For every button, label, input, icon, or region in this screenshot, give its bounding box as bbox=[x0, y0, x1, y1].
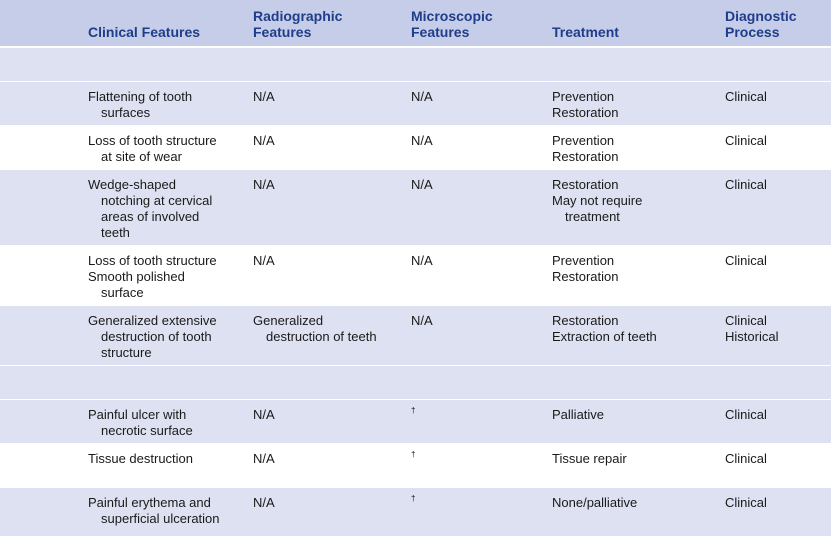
table-row bbox=[0, 246, 831, 306]
cell-line: Clinical bbox=[725, 495, 767, 510]
header-line: Treatment bbox=[552, 24, 619, 40]
cell-line: areas of involved bbox=[101, 209, 200, 224]
cell-line: destruction of teeth bbox=[266, 329, 377, 344]
dagger-mark: † bbox=[411, 450, 416, 459]
cell-clinical bbox=[88, 133, 217, 165]
cell-line: Clinical bbox=[725, 407, 767, 422]
cell-line: at site of wear bbox=[101, 149, 182, 164]
header-line: Process bbox=[725, 24, 780, 40]
table-header bbox=[0, 0, 831, 48]
cell-diagnostic bbox=[725, 451, 767, 467]
cell-radiographic bbox=[253, 495, 275, 511]
cell-line: surfaces bbox=[101, 105, 151, 120]
cell-line: Generalized extensive bbox=[88, 313, 217, 328]
header-line: Features bbox=[253, 24, 312, 40]
table-row bbox=[0, 306, 831, 366]
cell-diagnostic bbox=[725, 133, 767, 149]
cell-treatment bbox=[552, 133, 618, 165]
cell-line: Palliative bbox=[552, 407, 605, 422]
header-radiographic-features bbox=[253, 8, 342, 40]
cell-line: Clinical bbox=[725, 313, 767, 328]
cell-line: structure bbox=[101, 345, 152, 360]
header-treatment bbox=[552, 24, 619, 40]
cell-line: Clinical bbox=[725, 253, 767, 268]
table-row bbox=[0, 126, 831, 170]
header-line: Microscopic bbox=[411, 8, 493, 24]
cell-line: N/A bbox=[411, 313, 433, 328]
header-line: Features bbox=[411, 24, 470, 40]
dagger-mark: † bbox=[411, 494, 416, 503]
cell-line: N/A bbox=[411, 133, 433, 148]
cell-diagnostic bbox=[725, 495, 767, 511]
cell-treatment bbox=[552, 253, 618, 285]
cell-line: necrotic surface bbox=[101, 423, 193, 438]
cell-line: N/A bbox=[411, 177, 433, 192]
cell-diagnostic bbox=[725, 407, 767, 423]
cell-line: Wedge-shaped bbox=[88, 177, 176, 192]
table-row bbox=[0, 400, 831, 444]
cell-line: N/A bbox=[253, 451, 275, 466]
cell-line: N/A bbox=[253, 177, 275, 192]
cell-microscopic bbox=[411, 253, 433, 269]
cell-line: Clinical bbox=[725, 133, 767, 148]
cell-clinical bbox=[88, 253, 217, 301]
cell-line: Prevention bbox=[552, 133, 615, 148]
cell-line: Painful erythema and bbox=[88, 495, 211, 510]
cell-microscopic bbox=[411, 313, 433, 329]
cell-line: Restoration bbox=[552, 177, 619, 192]
header-line: Radiographic bbox=[253, 8, 343, 24]
cell-line: surface bbox=[101, 285, 144, 300]
cell-line: Flattening of tooth bbox=[88, 89, 193, 104]
section-band bbox=[0, 366, 831, 400]
cell-line: Smooth polished bbox=[88, 269, 185, 284]
cell-diagnostic bbox=[725, 89, 767, 105]
table-row bbox=[0, 82, 831, 126]
header-diagnostic-process bbox=[725, 8, 797, 40]
cell-line: N/A bbox=[411, 253, 433, 268]
cell-radiographic bbox=[253, 313, 377, 345]
cell-line: Restoration bbox=[552, 313, 619, 328]
table-row bbox=[0, 488, 831, 537]
cell-line: N/A bbox=[253, 89, 275, 104]
cell-line: Clinical bbox=[725, 451, 767, 466]
cell-line: Tissue repair bbox=[552, 451, 627, 466]
header-line: Clinical Features bbox=[88, 24, 201, 40]
cell-line: N/A bbox=[411, 89, 433, 104]
section-band bbox=[0, 48, 831, 82]
cell-clinical bbox=[88, 407, 193, 439]
table-row bbox=[0, 170, 831, 246]
cell-line: N/A bbox=[253, 407, 275, 422]
table-row bbox=[0, 444, 831, 488]
header-clinical-features bbox=[88, 24, 200, 40]
cell-line: N/A bbox=[253, 495, 275, 510]
cell-radiographic bbox=[253, 133, 275, 149]
cell-line: teeth bbox=[101, 225, 130, 240]
cell-line: Restoration bbox=[552, 105, 619, 120]
cell-line: Generalized bbox=[253, 313, 324, 328]
cell-clinical bbox=[88, 177, 212, 241]
cell-line: None/palliative bbox=[552, 495, 638, 510]
cell-line: Clinical bbox=[725, 89, 767, 104]
cell-line: May not require bbox=[552, 193, 643, 208]
cell-microscopic bbox=[411, 407, 415, 423]
cell-line: notching at cervical bbox=[101, 193, 213, 208]
cell-microscopic bbox=[411, 89, 433, 105]
cell-treatment bbox=[552, 451, 627, 467]
cell-microscopic bbox=[411, 177, 433, 193]
header-line: Diagnostic bbox=[725, 8, 797, 24]
cell-radiographic bbox=[253, 89, 275, 105]
cell-line: Prevention bbox=[552, 89, 615, 104]
cell-treatment bbox=[552, 89, 618, 121]
cell-line: Loss of tooth structure bbox=[88, 133, 217, 148]
cell-line: Clinical bbox=[725, 177, 767, 192]
cell-line: N/A bbox=[253, 133, 275, 148]
cell-line: Extraction of teeth bbox=[552, 329, 657, 344]
cell-line: Restoration bbox=[552, 269, 619, 284]
cell-line: Painful ulcer with bbox=[88, 407, 187, 422]
cell-clinical bbox=[88, 451, 193, 467]
cell-microscopic bbox=[411, 133, 433, 149]
cell-microscopic bbox=[411, 495, 415, 511]
cell-line: N/A bbox=[253, 253, 275, 268]
cell-treatment bbox=[552, 177, 642, 225]
cell-diagnostic bbox=[725, 253, 767, 269]
cell-line: Loss of tooth structure bbox=[88, 253, 217, 268]
cell-treatment bbox=[552, 313, 657, 345]
cell-line: Restoration bbox=[552, 149, 619, 164]
cell-clinical bbox=[88, 89, 192, 121]
cell-radiographic bbox=[253, 451, 275, 467]
cell-line: superficial ulceration bbox=[101, 511, 220, 526]
cell-line: treatment bbox=[565, 209, 620, 224]
cell-radiographic bbox=[253, 407, 275, 423]
cell-treatment bbox=[552, 407, 604, 423]
cell-radiographic bbox=[253, 177, 275, 193]
cell-line: Historical bbox=[725, 329, 779, 344]
cell-diagnostic bbox=[725, 177, 767, 193]
dagger-mark: † bbox=[411, 406, 416, 415]
cell-line: Prevention bbox=[552, 253, 615, 268]
cell-radiographic bbox=[253, 253, 275, 269]
cell-clinical bbox=[88, 495, 220, 527]
cell-line: Tissue destruction bbox=[88, 451, 194, 466]
cell-treatment bbox=[552, 495, 637, 511]
header-microscopic-features bbox=[411, 8, 493, 40]
cell-clinical bbox=[88, 313, 217, 361]
cell-diagnostic bbox=[725, 313, 778, 345]
cell-microscopic bbox=[411, 451, 415, 467]
cell-line: destruction of tooth bbox=[101, 329, 212, 344]
